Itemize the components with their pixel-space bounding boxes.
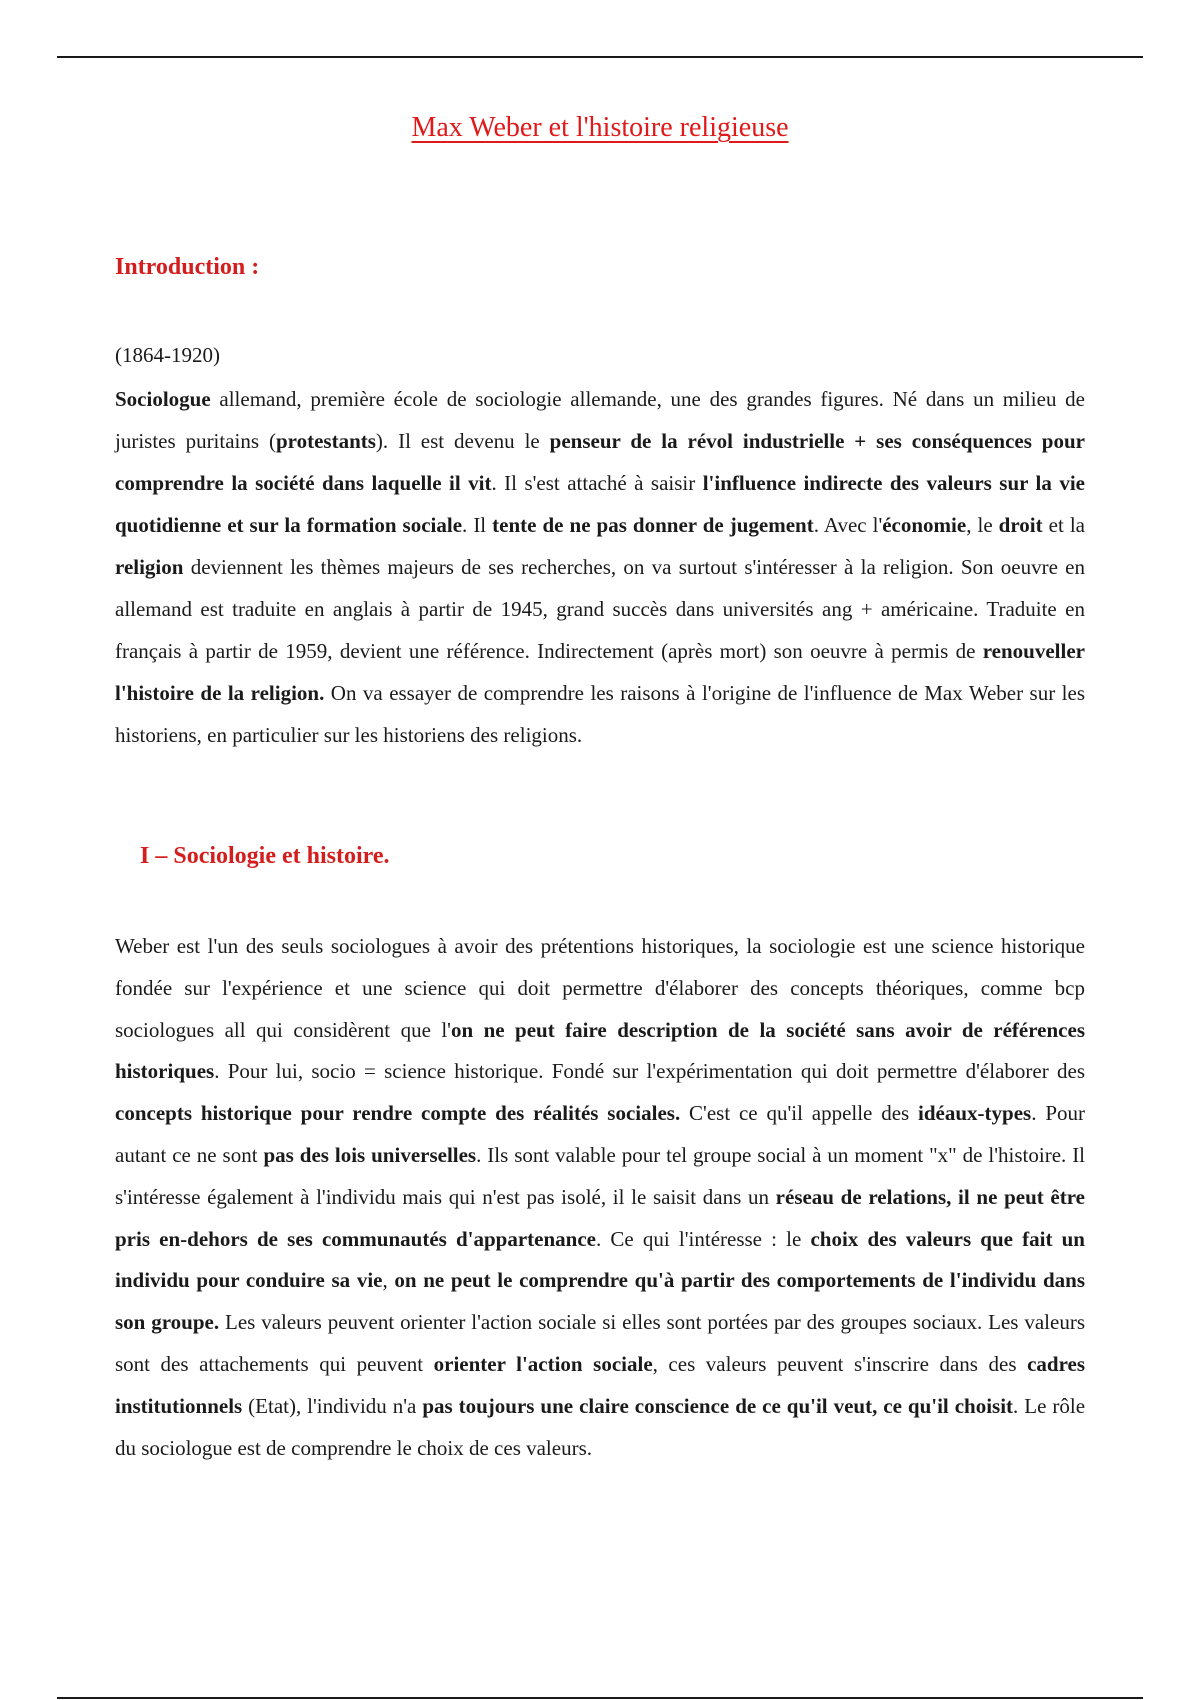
text-run: et la xyxy=(1042,513,1085,537)
bold-text-run: concepts historique pour rendre compte des réalités sociales. xyxy=(115,1101,681,1126)
bold-text-run: pas toujours une claire conscience de ce qu'il veut, ce qu'il choisit xyxy=(422,1393,1014,1418)
lifespan-years: (1864-1920) xyxy=(115,343,220,367)
bold-text-run: idéaux-types xyxy=(918,1101,1032,1126)
bold-text-run: religion xyxy=(115,555,184,579)
text-run: Weber est l'un des seuls sociologues à avoir des prétentions historiques, la sociologie est une science historique fondée sur l'expérience et une science qui doit permettre d'élaborer des concepts théoriques, comme bcp sociologues all qui considèrent que l' xyxy=(115,934,1085,1042)
text-run: , le xyxy=(966,513,999,537)
bold-text-run: on ne peut faire description de la société sans avoir de références historiques xyxy=(115,1017,1085,1084)
introduction-paragraph xyxy=(115,378,1085,756)
bold-text-run: cadres institutionnels xyxy=(115,1351,1085,1418)
bold-text-run: penseur de la révol industrielle + ses conséquences pour comprendre la société dans laquelle il vit xyxy=(115,429,1085,495)
introduction-heading: Introduction : xyxy=(115,254,260,280)
text-run: . Ils sont valable pour tel groupe social à un moment "x" de l'histoire. Il s'intéresse également à l'individu mais qui n'est pas isolé, il le saisit dans un xyxy=(115,1142,1086,1209)
text-run: deviennent les thèmes majeurs de ses recherches, on va surtout s'intéresser à la religion. Son oeuvre en allemand est traduite en anglais à partir de 1945, grand succès dans universités ang + américaine. Traduite en français à partir de 1959, devient une référence. Indirectement (après mort) son oeuvre à permis de xyxy=(115,555,1085,663)
text-run: ). Il est devenu le xyxy=(375,429,550,453)
text-run: . Pour lui, socio = science historique. Fondé sur l'expérimentation qui doit permettre d'élaborer des xyxy=(214,1059,1085,1084)
text-run: (Etat), l'individu n'a xyxy=(242,1393,423,1418)
text-run: . Ce qui l'intéresse : le xyxy=(596,1226,811,1251)
bold-text-run: droit xyxy=(998,513,1043,537)
document-title-text: Max Weber et l'histoire religieuse xyxy=(411,112,789,143)
bold-text-run: orienter l'action sociale xyxy=(433,1351,653,1376)
document-title xyxy=(0,112,1200,144)
bold-text-run: protestants xyxy=(275,429,376,453)
bold-text-run: tente de ne pas donner de jugement xyxy=(492,513,814,537)
text-run: On va essayer de comprendre les raisons à l'origine de l'influence de Max Weber sur les historiens, en particulier sur les historiens des religions. xyxy=(115,681,1085,747)
text-run: . Pour autant ce ne sont xyxy=(115,1101,1085,1167)
text-run: . Il xyxy=(462,513,493,537)
section-1-paragraph xyxy=(115,926,1085,1469)
bold-text-run: l'influence indirecte des valeurs sur la vie quotidienne et sur la formation sociale xyxy=(115,471,1085,537)
bold-text-run: réseau de relations, il ne peut être pris en-dehors de ses communautés d'appartenance xyxy=(115,1184,1086,1251)
bold-text-run: on ne peut le comprendre qu'à partir des comportements de l'individu dans son groupe. xyxy=(115,1268,1085,1335)
bold-text-run: renouveller l'histoire de la religion. xyxy=(115,639,1085,705)
section-1-heading: I – Sociologie et histoire. xyxy=(140,843,390,869)
text-run: C'est ce qu'il appelle des xyxy=(680,1101,919,1126)
text-run: allemand, première école de sociologie allemande, une des grandes figures. Né dans un milieu de juristes puritains ( xyxy=(115,387,1085,453)
text-run: . Le rôle du sociologue est de comprendre le choix de ces valeurs. xyxy=(115,1393,1086,1460)
bold-text-run: pas des lois universelles xyxy=(263,1142,477,1167)
text-run: Les valeurs peuvent orienter l'action sociale si elles sont portées par des groupes sociaux. Les valeurs sont des attachements qui peuvent xyxy=(115,1310,1085,1376)
bold-text-run: économie xyxy=(882,513,967,537)
bold-text-run: Sociologue xyxy=(115,387,211,411)
top-rule xyxy=(57,56,1143,58)
text-run: . Avec l' xyxy=(813,513,883,537)
bold-text-run: choix des valeurs que fait un individu pour conduire sa vie xyxy=(115,1226,1085,1293)
text-run: , xyxy=(382,1268,395,1293)
text-run: . Il s'est attaché à saisir xyxy=(491,471,703,495)
text-run: , ces valeurs peuvent s'inscrire dans des xyxy=(652,1351,1028,1376)
bottom-rule xyxy=(57,1697,1143,1699)
